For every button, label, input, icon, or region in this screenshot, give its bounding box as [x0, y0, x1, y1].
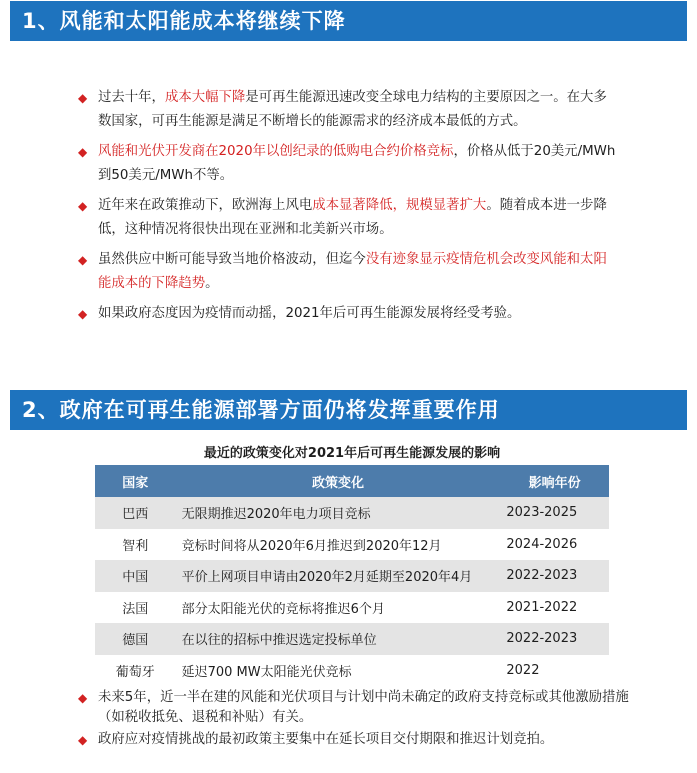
section1-title: 1、风能和太阳能成本将继续下降	[22, 9, 346, 33]
section2-bullet-list	[78, 688, 638, 752]
cell-country: 中国	[95, 560, 176, 592]
table-row	[95, 655, 609, 687]
table-row	[95, 560, 609, 592]
column-header-years: 影响年份	[501, 465, 609, 497]
section2-title: 2、政府在可再生能源部署方面仍将发挥重要作用	[22, 398, 500, 422]
section1-bullet-list	[78, 86, 618, 332]
list-item: ◆ 虽然供应中断可能导致当地价格波动，但迄今没有迹象显示疫情危机会改变风能和太阳能成本的下降趋势。	[78, 252, 607, 291]
table-title: 最近的政策变化对2021年后可再生能源发展的影响	[203, 446, 501, 461]
cell-policy: 部分太阳能光伏的竞标将推迟6个月	[176, 592, 502, 624]
cell-years: 2022-2023	[501, 623, 609, 655]
list-item: ◆ 如果政府态度因为疫情而动摇，2021年后可再生能源发展将经受考验。	[78, 306, 521, 321]
cell-policy: 平价上网项目申请由2020年2月延期至2020年4月	[176, 560, 502, 592]
cell-policy: 无限期推迟2020年电力项目竞标	[176, 497, 502, 529]
section1-title-banner	[10, 1, 687, 41]
table-header-row	[95, 465, 609, 497]
cell-policy: 竞标时间将从2020年6月推迟到2020年12月	[176, 529, 502, 561]
table-row	[95, 497, 609, 529]
column-header-country: 国家	[95, 465, 176, 497]
cell-years: 2021-2022	[501, 592, 609, 624]
table-row	[95, 529, 609, 561]
table-row	[95, 592, 609, 624]
cell-years: 2022-2023	[501, 560, 609, 592]
cell-country: 德国	[95, 623, 176, 655]
cell-policy: 在以往的招标中推迟选定投标单位	[176, 623, 502, 655]
cell-years: 2022	[501, 655, 609, 687]
cell-years: 2023-2025	[501, 497, 609, 529]
list-item: ◆ 近年来在政策推动下，欧洲海上风电成本显著降低，规模显著扩大。随着成本进一步降低，这种情况将很快出现在亚洲和北美新兴市场。	[78, 198, 607, 237]
cell-years: 2024-2026	[501, 529, 609, 561]
list-item: ◆ 风能和光伏开发商在2020年以创纪录的低购电合约价格竞标，价格从低于20美元/MWh到50美元/MWh不等。	[78, 144, 616, 183]
diamond-icon: ◆	[78, 253, 88, 267]
column-header-policy: 政策变化	[176, 465, 502, 497]
cell-country: 法国	[95, 592, 176, 624]
cell-country: 智利	[95, 529, 176, 561]
list-item: ◆ 政府应对疫情挑战的最初政策主要集中在延长项目交付期限和推迟计划竞拍。	[78, 732, 554, 747]
diamond-icon: ◆	[78, 691, 88, 705]
diamond-icon: ◆	[78, 91, 88, 105]
table-row	[95, 623, 609, 655]
diamond-icon: ◆	[78, 145, 88, 159]
cell-policy: 延迟700 MW太阳能光伏竞标	[176, 655, 502, 687]
diamond-icon: ◆	[78, 199, 88, 213]
policy-table	[95, 465, 609, 686]
diamond-icon: ◆	[78, 733, 88, 747]
cell-country: 葡萄牙	[95, 655, 176, 687]
section2-title-banner	[10, 390, 687, 430]
diamond-icon: ◆	[78, 307, 88, 321]
cell-country: 巴西	[95, 497, 176, 529]
list-item: ◆ 未来5年，近一半在建的风能和光伏项目与计划中尚未确定的政府支持竞标或其他激励措施（如税收抵免、退税和补贴）有关。	[78, 690, 629, 725]
list-item: ◆ 过去十年，成本大幅下降是可再生能源迅速改变全球电力结构的主要原因之一。在大多数国家，可再生能源是满足不断增长的能源需求的经济成本最低的方式。	[78, 90, 607, 129]
